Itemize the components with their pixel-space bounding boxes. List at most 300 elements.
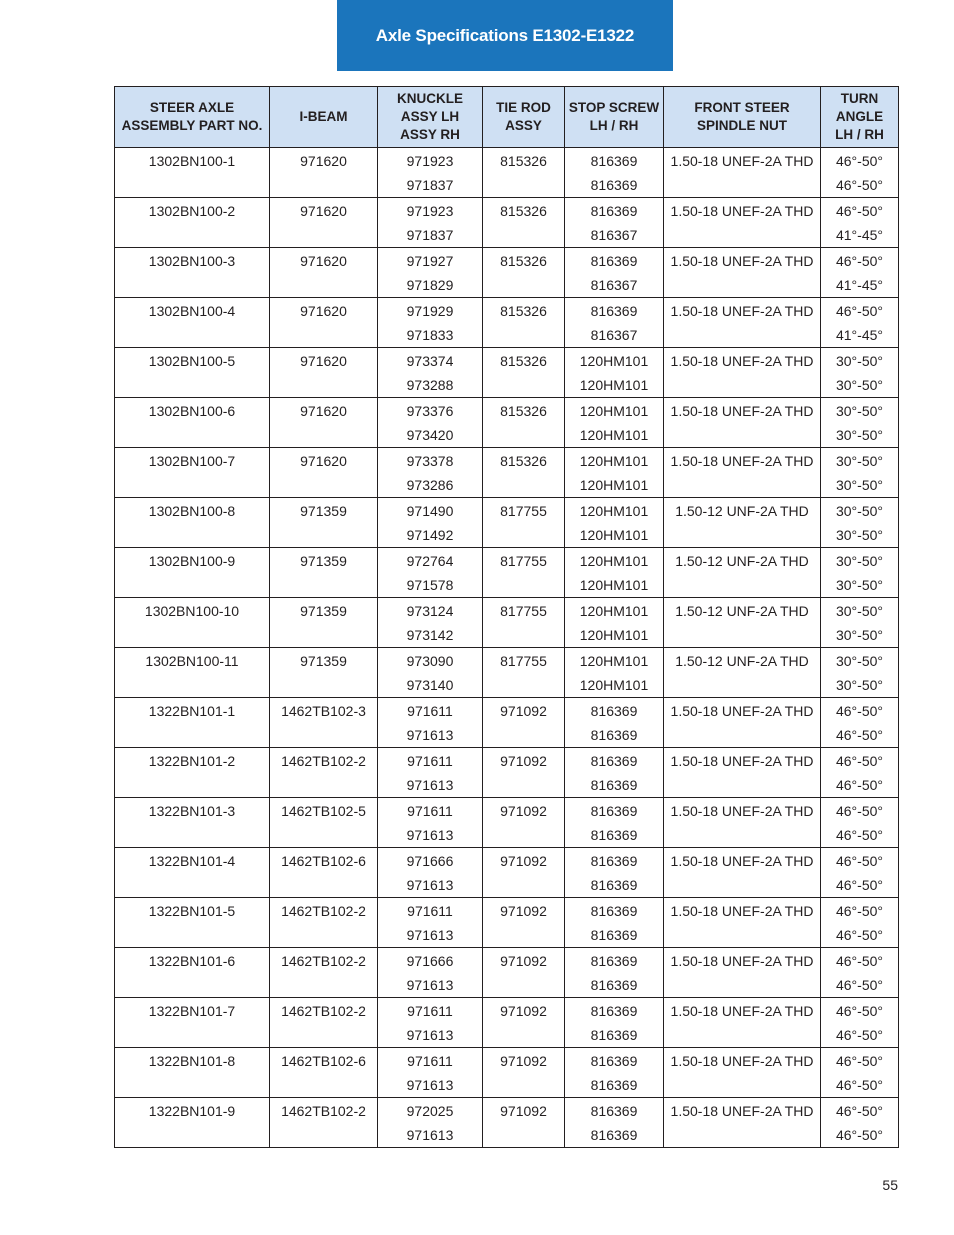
cell-tierod: 815326 [483, 148, 565, 174]
column-header-line: TIE ROD [496, 100, 551, 115]
cell-turn: 30°-50° [821, 423, 899, 448]
cell-tierod [483, 1123, 565, 1148]
cell-nut [664, 373, 821, 398]
column-header-line: LH / RH [835, 127, 884, 142]
cell-tierod: 971092 [483, 948, 565, 974]
cell-nut [664, 223, 821, 248]
cell-ibeam [270, 673, 378, 698]
cell-ibeam: 971620 [270, 348, 378, 374]
cell-tierod [483, 473, 565, 498]
cell-stop: 816369 [565, 923, 664, 948]
cell-nut [664, 1123, 821, 1148]
cell-stop: 816367 [565, 223, 664, 248]
cell-knuckle: 971611 [378, 998, 483, 1024]
cell-ibeam [270, 773, 378, 798]
cell-tierod [483, 673, 565, 698]
cell-turn: 46°-50° [821, 1048, 899, 1074]
cell-turn: 41°-45° [821, 223, 899, 248]
cell-part [115, 473, 270, 498]
table-row [115, 698, 899, 724]
cell-part: 1302BN100-9 [115, 548, 270, 574]
cell-knuckle: 971613 [378, 773, 483, 798]
cell-knuckle: 971611 [378, 698, 483, 724]
cell-tierod [483, 1023, 565, 1048]
cell-turn: 30°-50° [821, 573, 899, 598]
cell-turn: 46°-50° [821, 848, 899, 874]
cell-nut [664, 723, 821, 748]
cell-part: 1322BN101-5 [115, 898, 270, 924]
page-title: Axle Specifications E1302-E1322 [337, 0, 673, 71]
cell-turn: 46°-50° [821, 148, 899, 174]
cell-ibeam [270, 523, 378, 548]
cell-part [115, 973, 270, 998]
cell-ibeam [270, 173, 378, 198]
cell-turn: 30°-50° [821, 373, 899, 398]
cell-part: 1302BN100-8 [115, 498, 270, 524]
table-row [115, 948, 899, 974]
cell-ibeam [270, 223, 378, 248]
table-row [115, 848, 899, 874]
cell-part: 1302BN100-6 [115, 398, 270, 424]
table-row [115, 898, 899, 924]
table-row [115, 248, 899, 274]
cell-nut [664, 823, 821, 848]
cell-knuckle: 973374 [378, 348, 483, 374]
cell-ibeam [270, 323, 378, 348]
cell-knuckle: 971611 [378, 798, 483, 824]
cell-knuckle: 973378 [378, 448, 483, 474]
cell-part: 1322BN101-6 [115, 948, 270, 974]
cell-stop: 816369 [565, 773, 664, 798]
cell-knuckle: 973286 [378, 473, 483, 498]
cell-tierod: 815326 [483, 348, 565, 374]
cell-part [115, 1023, 270, 1048]
cell-knuckle: 971929 [378, 298, 483, 324]
cell-nut [664, 973, 821, 998]
table-row [115, 423, 899, 448]
cell-part: 1302BN100-3 [115, 248, 270, 274]
cell-turn: 41°-45° [821, 273, 899, 298]
cell-stop: 120HM101 [565, 373, 664, 398]
table-row [115, 873, 899, 898]
cell-ibeam [270, 723, 378, 748]
cell-ibeam [270, 623, 378, 648]
cell-turn: 46°-50° [821, 898, 899, 924]
cell-ibeam [270, 473, 378, 498]
cell-turn: 46°-50° [821, 723, 899, 748]
cell-tierod [483, 873, 565, 898]
cell-part: 1302BN100-7 [115, 448, 270, 474]
cell-nut: 1.50-12 UNF-2A THD [664, 548, 821, 574]
cell-nut [664, 873, 821, 898]
cell-tierod: 971092 [483, 1098, 565, 1124]
cell-part: 1302BN100-10 [115, 598, 270, 624]
cell-turn: 46°-50° [821, 773, 899, 798]
cell-nut: 1.50-18 UNEF-2A THD [664, 348, 821, 374]
cell-nut: 1.50-18 UNEF-2A THD [664, 898, 821, 924]
table-row [115, 823, 899, 848]
cell-knuckle: 971837 [378, 223, 483, 248]
column-header-line: ASSEMBLY PART NO. [121, 118, 263, 133]
cell-stop: 120HM101 [565, 473, 664, 498]
cell-ibeam [270, 273, 378, 298]
cell-ibeam [270, 373, 378, 398]
cell-nut [664, 473, 821, 498]
table-row [115, 773, 899, 798]
cell-nut: 1.50-12 UNF-2A THD [664, 648, 821, 674]
cell-nut [664, 673, 821, 698]
cell-nut [664, 323, 821, 348]
table-row [115, 173, 899, 198]
table-row [115, 548, 899, 574]
cell-ibeam: 1462TB102-6 [270, 1048, 378, 1074]
cell-part: 1322BN101-9 [115, 1098, 270, 1124]
cell-ibeam [270, 423, 378, 448]
cell-turn: 30°-50° [821, 598, 899, 624]
cell-tierod [483, 373, 565, 398]
column-header-tierod [483, 87, 565, 148]
table-row [115, 748, 899, 774]
cell-stop: 816369 [565, 823, 664, 848]
table-row [115, 998, 899, 1024]
cell-part [115, 623, 270, 648]
table-row [115, 623, 899, 648]
column-header-line: TURN [840, 91, 879, 106]
table-row [115, 1073, 899, 1098]
cell-stop: 816369 [565, 948, 664, 974]
cell-tierod: 817755 [483, 498, 565, 524]
cell-stop: 120HM101 [565, 348, 664, 374]
table-row [115, 498, 899, 524]
cell-part [115, 923, 270, 948]
table-row [115, 1023, 899, 1048]
cell-stop: 816369 [565, 873, 664, 898]
cell-knuckle: 971611 [378, 748, 483, 774]
cell-turn: 30°-50° [821, 648, 899, 674]
cell-stop: 816369 [565, 998, 664, 1024]
cell-stop: 816369 [565, 1023, 664, 1048]
cell-turn: 46°-50° [821, 973, 899, 998]
cell-nut: 1.50-18 UNEF-2A THD [664, 1048, 821, 1074]
cell-turn: 46°-50° [821, 1073, 899, 1098]
table-row [115, 1123, 899, 1148]
cell-ibeam: 1462TB102-2 [270, 1098, 378, 1124]
cell-knuckle: 971613 [378, 823, 483, 848]
cell-part: 1302BN100-1 [115, 148, 270, 174]
cell-turn: 30°-50° [821, 548, 899, 574]
table-row [115, 673, 899, 698]
cell-tierod: 815326 [483, 248, 565, 274]
cell-tierod [483, 423, 565, 448]
cell-nut [664, 523, 821, 548]
cell-part [115, 1073, 270, 1098]
cell-nut [664, 173, 821, 198]
cell-part: 1322BN101-8 [115, 1048, 270, 1074]
cell-knuckle: 971613 [378, 923, 483, 948]
cell-part [115, 1123, 270, 1148]
cell-knuckle: 972764 [378, 548, 483, 574]
table-row [115, 298, 899, 324]
cell-nut [664, 623, 821, 648]
cell-turn: 46°-50° [821, 248, 899, 274]
cell-tierod [483, 573, 565, 598]
cell-stop: 120HM101 [565, 423, 664, 448]
cell-knuckle: 971578 [378, 573, 483, 598]
cell-knuckle: 973142 [378, 623, 483, 648]
cell-ibeam: 1462TB102-2 [270, 998, 378, 1024]
table-row [115, 398, 899, 424]
table-row [115, 373, 899, 398]
cell-stop: 120HM101 [565, 648, 664, 674]
table-row [115, 448, 899, 474]
cell-stop: 816369 [565, 973, 664, 998]
cell-nut: 1.50-18 UNEF-2A THD [664, 398, 821, 424]
cell-part [115, 873, 270, 898]
cell-tierod: 815326 [483, 448, 565, 474]
cell-ibeam: 971359 [270, 548, 378, 574]
cell-tierod: 971092 [483, 748, 565, 774]
column-header-line: I-BEAM [299, 109, 348, 124]
cell-knuckle: 973140 [378, 673, 483, 698]
cell-stop: 816369 [565, 698, 664, 724]
cell-nut: 1.50-18 UNEF-2A THD [664, 448, 821, 474]
cell-tierod [483, 273, 565, 298]
column-header-knuckle [378, 87, 483, 148]
cell-stop: 816369 [565, 798, 664, 824]
table-row [115, 1098, 899, 1124]
cell-ibeam: 971359 [270, 598, 378, 624]
cell-knuckle: 973420 [378, 423, 483, 448]
cell-ibeam [270, 573, 378, 598]
cell-part [115, 373, 270, 398]
cell-nut: 1.50-18 UNEF-2A THD [664, 248, 821, 274]
cell-turn: 30°-50° [821, 348, 899, 374]
cell-nut [664, 923, 821, 948]
cell-tierod: 817755 [483, 598, 565, 624]
cell-tierod: 971092 [483, 848, 565, 874]
cell-knuckle: 971833 [378, 323, 483, 348]
cell-tierod [483, 973, 565, 998]
table-row [115, 323, 899, 348]
cell-part: 1302BN100-4 [115, 298, 270, 324]
cell-knuckle: 971837 [378, 173, 483, 198]
cell-nut [664, 423, 821, 448]
cell-ibeam: 1462TB102-2 [270, 948, 378, 974]
cell-tierod [483, 1073, 565, 1098]
cell-stop: 816369 [565, 723, 664, 748]
cell-tierod [483, 723, 565, 748]
cell-knuckle: 973288 [378, 373, 483, 398]
column-header-line: STOP SCREW [568, 100, 660, 115]
cell-knuckle: 971927 [378, 248, 483, 274]
table-body [115, 148, 899, 1148]
cell-tierod: 971092 [483, 1048, 565, 1074]
cell-part [115, 423, 270, 448]
cell-nut [664, 773, 821, 798]
cell-part: 1302BN100-11 [115, 648, 270, 674]
cell-tierod [483, 223, 565, 248]
cell-stop: 120HM101 [565, 673, 664, 698]
cell-stop: 816369 [565, 298, 664, 324]
cell-ibeam: 971359 [270, 648, 378, 674]
cell-part: 1322BN101-3 [115, 798, 270, 824]
cell-turn: 46°-50° [821, 1123, 899, 1148]
cell-tierod [483, 523, 565, 548]
cell-part: 1302BN100-2 [115, 198, 270, 224]
cell-ibeam: 1462TB102-5 [270, 798, 378, 824]
cell-ibeam [270, 923, 378, 948]
cell-turn: 30°-50° [821, 623, 899, 648]
cell-knuckle: 971829 [378, 273, 483, 298]
cell-ibeam: 1462TB102-2 [270, 748, 378, 774]
table-row [115, 723, 899, 748]
cell-knuckle: 971613 [378, 1123, 483, 1148]
cell-tierod [483, 923, 565, 948]
table-row [115, 273, 899, 298]
cell-nut [664, 273, 821, 298]
cell-stop: 816369 [565, 1048, 664, 1074]
column-header-line: FRONT STEER [694, 100, 790, 115]
cell-nut [664, 1073, 821, 1098]
cell-stop: 816369 [565, 173, 664, 198]
cell-nut: 1.50-18 UNEF-2A THD [664, 748, 821, 774]
cell-ibeam [270, 1023, 378, 1048]
cell-tierod: 971092 [483, 898, 565, 924]
cell-turn: 30°-50° [821, 523, 899, 548]
cell-turn: 46°-50° [821, 698, 899, 724]
cell-nut: 1.50-18 UNEF-2A THD [664, 298, 821, 324]
cell-turn: 46°-50° [821, 1098, 899, 1124]
cell-ibeam: 971359 [270, 498, 378, 524]
cell-stop: 120HM101 [565, 448, 664, 474]
cell-tierod [483, 823, 565, 848]
cell-part [115, 573, 270, 598]
table-row [115, 798, 899, 824]
cell-turn: 46°-50° [821, 948, 899, 974]
table-row [115, 648, 899, 674]
cell-nut [664, 1023, 821, 1048]
cell-nut: 1.50-18 UNEF-2A THD [664, 798, 821, 824]
column-header-line: ASSY LH [400, 109, 460, 124]
cell-nut: 1.50-18 UNEF-2A THD [664, 948, 821, 974]
cell-nut: 1.50-12 UNF-2A THD [664, 598, 821, 624]
cell-stop: 816369 [565, 1098, 664, 1124]
cell-part: 1302BN100-5 [115, 348, 270, 374]
cell-knuckle: 973124 [378, 598, 483, 624]
cell-stop: 120HM101 [565, 523, 664, 548]
table-row [115, 198, 899, 224]
cell-tierod: 815326 [483, 198, 565, 224]
column-header-line: LH / RH [589, 118, 639, 133]
cell-turn: 46°-50° [821, 798, 899, 824]
cell-stop: 120HM101 [565, 548, 664, 574]
cell-nut: 1.50-18 UNEF-2A THD [664, 198, 821, 224]
cell-turn: 46°-50° [821, 198, 899, 224]
column-header-line: STEER AXLE [149, 100, 235, 115]
column-header-part [115, 87, 270, 148]
cell-stop: 816367 [565, 273, 664, 298]
cell-tierod: 815326 [483, 298, 565, 324]
cell-knuckle: 971923 [378, 198, 483, 224]
column-header-stop [565, 87, 664, 148]
cell-tierod [483, 323, 565, 348]
cell-part: 1322BN101-2 [115, 748, 270, 774]
cell-turn: 46°-50° [821, 298, 899, 324]
cell-turn: 30°-50° [821, 448, 899, 474]
cell-part [115, 723, 270, 748]
column-header-turn [821, 87, 899, 148]
table-row [115, 348, 899, 374]
cell-knuckle: 971613 [378, 723, 483, 748]
cell-turn: 46°-50° [821, 173, 899, 198]
cell-ibeam: 971620 [270, 248, 378, 274]
cell-tierod: 817755 [483, 648, 565, 674]
table-row [115, 223, 899, 248]
cell-part: 1322BN101-4 [115, 848, 270, 874]
table-row [115, 598, 899, 624]
table-row [115, 923, 899, 948]
cell-ibeam: 1462TB102-2 [270, 898, 378, 924]
cell-stop: 816369 [565, 198, 664, 224]
cell-ibeam: 1462TB102-6 [270, 848, 378, 874]
cell-knuckle: 971613 [378, 873, 483, 898]
cell-part [115, 523, 270, 548]
cell-stop: 120HM101 [565, 498, 664, 524]
cell-stop: 816369 [565, 148, 664, 174]
cell-turn: 46°-50° [821, 923, 899, 948]
cell-turn: 46°-50° [821, 1023, 899, 1048]
cell-ibeam: 971620 [270, 448, 378, 474]
cell-knuckle: 971613 [378, 973, 483, 998]
column-header-line: ASSY RH [400, 127, 460, 142]
cell-turn: 30°-50° [821, 673, 899, 698]
cell-nut: 1.50-18 UNEF-2A THD [664, 1098, 821, 1124]
page-number: 55 [882, 1177, 898, 1193]
column-header-ibeam [270, 87, 378, 148]
cell-knuckle: 972025 [378, 1098, 483, 1124]
cell-knuckle: 971666 [378, 848, 483, 874]
column-header-line: ASSY [505, 118, 542, 133]
cell-part [115, 173, 270, 198]
cell-turn: 46°-50° [821, 873, 899, 898]
cell-tierod: 971092 [483, 698, 565, 724]
cell-part [115, 273, 270, 298]
table-row [115, 473, 899, 498]
cell-turn: 30°-50° [821, 498, 899, 524]
column-header-line: SPINDLE NUT [696, 118, 787, 133]
cell-part [115, 773, 270, 798]
cell-part [115, 323, 270, 348]
cell-ibeam: 971620 [270, 148, 378, 174]
table-row [115, 573, 899, 598]
cell-ibeam: 971620 [270, 298, 378, 324]
cell-stop: 816369 [565, 1123, 664, 1148]
cell-stop: 120HM101 [565, 398, 664, 424]
cell-ibeam [270, 973, 378, 998]
cell-tierod: 815326 [483, 398, 565, 424]
cell-turn: 41°-45° [821, 323, 899, 348]
cell-nut: 1.50-12 UNF-2A THD [664, 498, 821, 524]
cell-nut: 1.50-18 UNEF-2A THD [664, 698, 821, 724]
cell-tierod [483, 173, 565, 198]
cell-knuckle: 973376 [378, 398, 483, 424]
table-row [115, 523, 899, 548]
cell-part: 1322BN101-1 [115, 698, 270, 724]
cell-nut: 1.50-18 UNEF-2A THD [664, 998, 821, 1024]
table-row [115, 973, 899, 998]
column-header-nut [664, 87, 821, 148]
cell-tierod [483, 623, 565, 648]
